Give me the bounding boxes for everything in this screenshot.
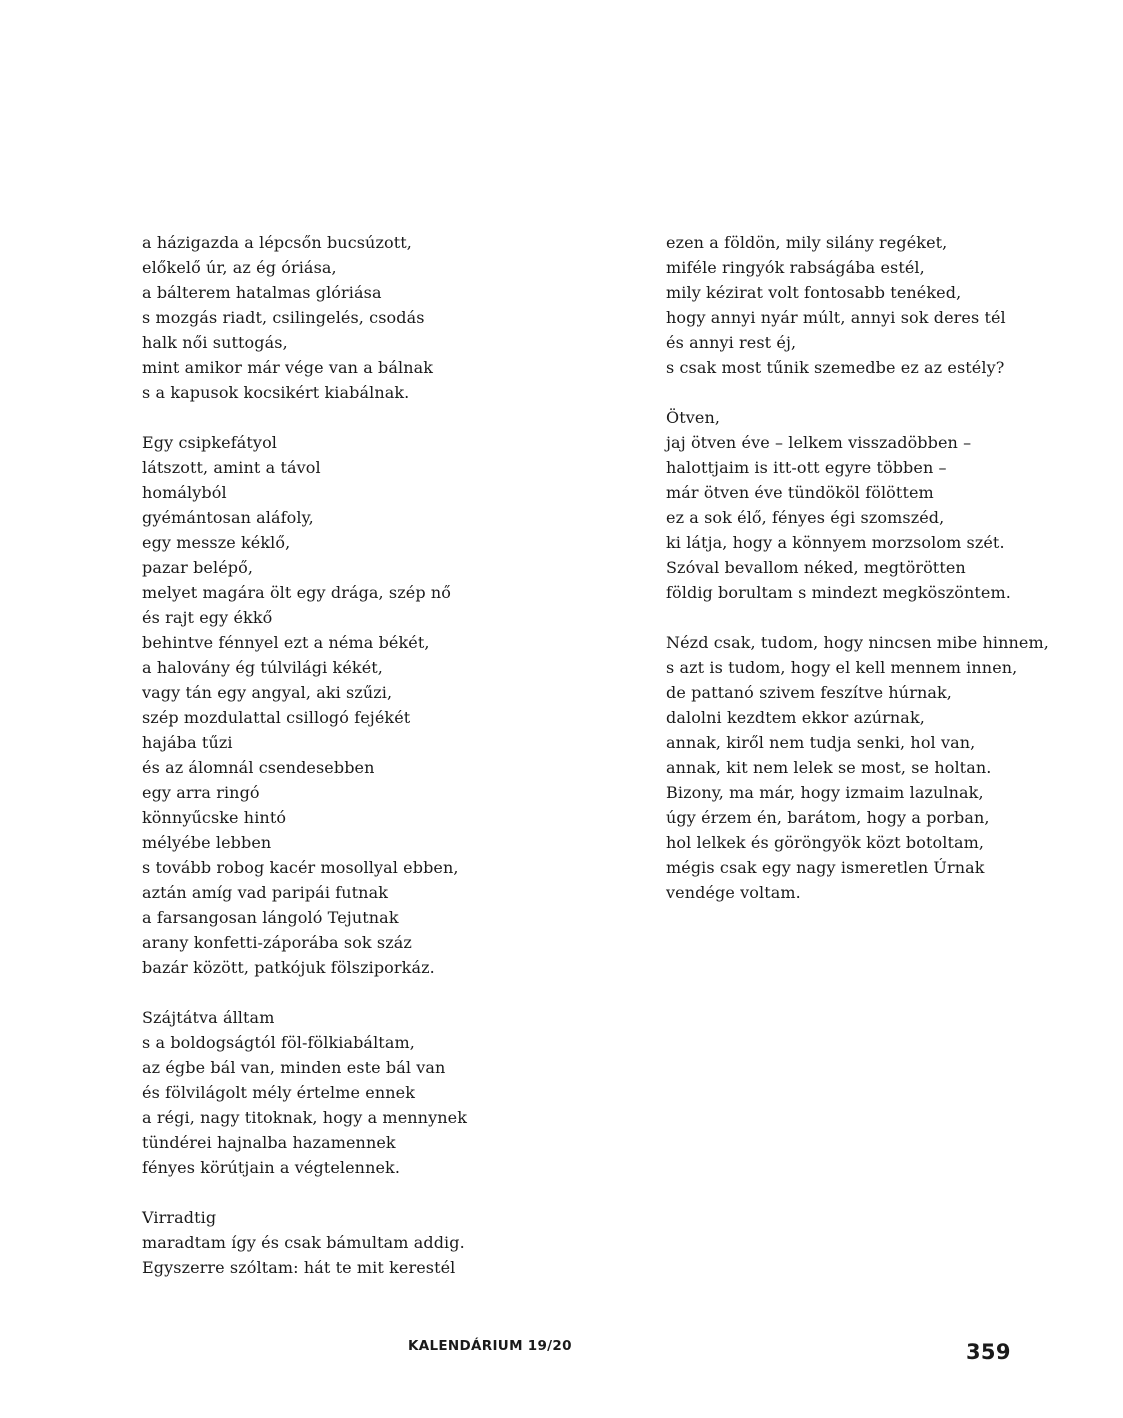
stanza bbox=[142, 1005, 612, 1180]
poem-line: könnyűcske hintó bbox=[142, 808, 287, 827]
poem-line: mélyébe lebben bbox=[142, 833, 272, 852]
poem-line: előkelő úr, az ég óriása, bbox=[142, 258, 337, 277]
poem-line: vendége voltam. bbox=[666, 883, 801, 902]
poem-right-column bbox=[666, 230, 1086, 905]
poem-line: s tovább robog kacér mosollyal ebben, bbox=[142, 858, 459, 877]
poem-line: a házigazda a lépcsőn bucsúzott, bbox=[142, 233, 412, 252]
poem-line: hajába tűzi bbox=[142, 733, 233, 752]
poem-line: annak, kiről nem tudja senki, hol van, bbox=[666, 733, 976, 752]
poem-line: fényes körútjain a végtelennek. bbox=[142, 1158, 401, 1177]
poem-line: dalolni kezdtem ekkor azúrnak, bbox=[666, 708, 925, 727]
poem-line: pazar belépő, bbox=[142, 558, 254, 577]
poem-line: gyémántosan aláfoly, bbox=[142, 508, 314, 527]
poem-line: földig borultam s mindezt megköszöntem. bbox=[666, 583, 1011, 602]
stanza bbox=[142, 430, 612, 980]
poem-line: annak, kit nem lelek se most, se holtan. bbox=[666, 758, 992, 777]
poem-line: Egy csipkefátyol bbox=[142, 433, 278, 452]
poem-line: ki látja, hogy a könnyem morzsolom szét. bbox=[666, 533, 1005, 552]
poem-line: a bálterem hatalmas glóriása bbox=[142, 283, 382, 302]
poem-line: behintve fénnyel ezt a néma békét, bbox=[142, 633, 430, 652]
poem-line: úgy érzem én, barátom, hogy a porban, bbox=[666, 808, 990, 827]
poem-line: miféle ringyók rabságába estél, bbox=[666, 258, 925, 277]
poem-line: a régi, nagy titoknak, hogy a mennynek bbox=[142, 1108, 467, 1127]
stanza bbox=[666, 405, 1086, 605]
poem-line: aztán amíg vad paripái futnak bbox=[142, 883, 389, 902]
running-title: KALENDÁRIUM 19/20 bbox=[408, 1338, 572, 1354]
poem-line: s a boldogságtól föl-fölkiabáltam, bbox=[142, 1033, 415, 1052]
poem-line: Egyszerre szóltam: hát te mit kerestél bbox=[142, 1258, 456, 1277]
poem-line: és rajt egy ékkő bbox=[142, 608, 273, 627]
poem-line: a farsangosan lángoló Tejutnak bbox=[142, 908, 399, 927]
stanza bbox=[666, 630, 1086, 905]
poem-line: s csak most tűnik szemedbe ez az estély? bbox=[666, 358, 1005, 377]
poem-line: bazár között, patkójuk fölsziporkáz. bbox=[142, 958, 435, 977]
poem-line: mint amikor már vége van a bálnak bbox=[142, 358, 434, 377]
poem-line: és az álomnál csendesebben bbox=[142, 758, 375, 777]
poem-line: hogy annyi nyár múlt, annyi sok deres tél bbox=[666, 308, 1006, 327]
poem-left-column bbox=[142, 230, 612, 1280]
poem-line: és fölvilágolt mély értelme ennek bbox=[142, 1083, 416, 1102]
poem-line: egy arra ringó bbox=[142, 783, 260, 802]
poem-line: egy messze kéklő, bbox=[142, 533, 291, 552]
poem-line: ezen a földön, mily silány regéket, bbox=[666, 233, 948, 252]
poem-line: halottjaim is itt-ott egyre többen – bbox=[666, 458, 947, 477]
poem-line: vagy tán egy angyal, aki szűzi, bbox=[142, 683, 393, 702]
poem-line: az égbe bál van, minden este bál van bbox=[142, 1058, 446, 1077]
poem-line: mégis csak egy nagy ismeretlen Úrnak bbox=[666, 858, 985, 877]
poem-line: Ötven, bbox=[666, 408, 721, 427]
poem-line: tündérei hajnalba hazamennek bbox=[142, 1133, 396, 1152]
poem-line: melyet magára ölt egy drága, szép nő bbox=[142, 583, 452, 602]
stanza bbox=[142, 230, 612, 405]
poem-line: s mozgás riadt, csilingelés, csodás bbox=[142, 308, 425, 327]
poem-line: halk női suttogás, bbox=[142, 333, 288, 352]
poem-line: szép mozdulattal csillogó fejékét bbox=[142, 708, 411, 727]
poem-line: Nézd csak, tudom, hogy nincsen mibe hinnem, bbox=[666, 633, 1049, 652]
poem-line: jaj ötven éve – lelkem visszadöbben – bbox=[666, 433, 972, 452]
stanza bbox=[666, 230, 1086, 380]
poem-line: már ötven éve tündököl fölöttem bbox=[666, 483, 934, 502]
poem-line: látszott, amint a távol bbox=[142, 458, 321, 477]
stanza bbox=[142, 1205, 612, 1280]
page-number: 359 bbox=[966, 1340, 1011, 1364]
poem-line: mily kézirat volt fontosabb tenéked, bbox=[666, 283, 962, 302]
poem-line: maradtam így és csak bámultam addig. bbox=[142, 1233, 465, 1252]
poem-line: Szájtátva álltam bbox=[142, 1008, 275, 1027]
poem-line: és annyi rest éj, bbox=[666, 333, 797, 352]
poem-line: a halovány ég túlvilági kékét, bbox=[142, 658, 383, 677]
poem-line: hol lelkek és göröngyök közt botoltam, bbox=[666, 833, 985, 852]
poem-line: ez a sok élő, fényes égi szomszéd, bbox=[666, 508, 945, 527]
poem-line: s a kapusok kocsikért kiabálnak. bbox=[142, 383, 410, 402]
poem-line: Virradtig bbox=[142, 1208, 217, 1227]
poem-line: Szóval bevallom néked, megtörötten bbox=[666, 558, 966, 577]
poem-line: de pattanó szivem feszítve húrnak, bbox=[666, 683, 952, 702]
poem-line: arany konfetti-záporába sok száz bbox=[142, 933, 412, 952]
poem-line: homályból bbox=[142, 483, 227, 502]
poem-line: Bizony, ma már, hogy izmaim lazulnak, bbox=[666, 783, 984, 802]
poem-line: s azt is tudom, hogy el kell mennem innen, bbox=[666, 658, 1018, 677]
